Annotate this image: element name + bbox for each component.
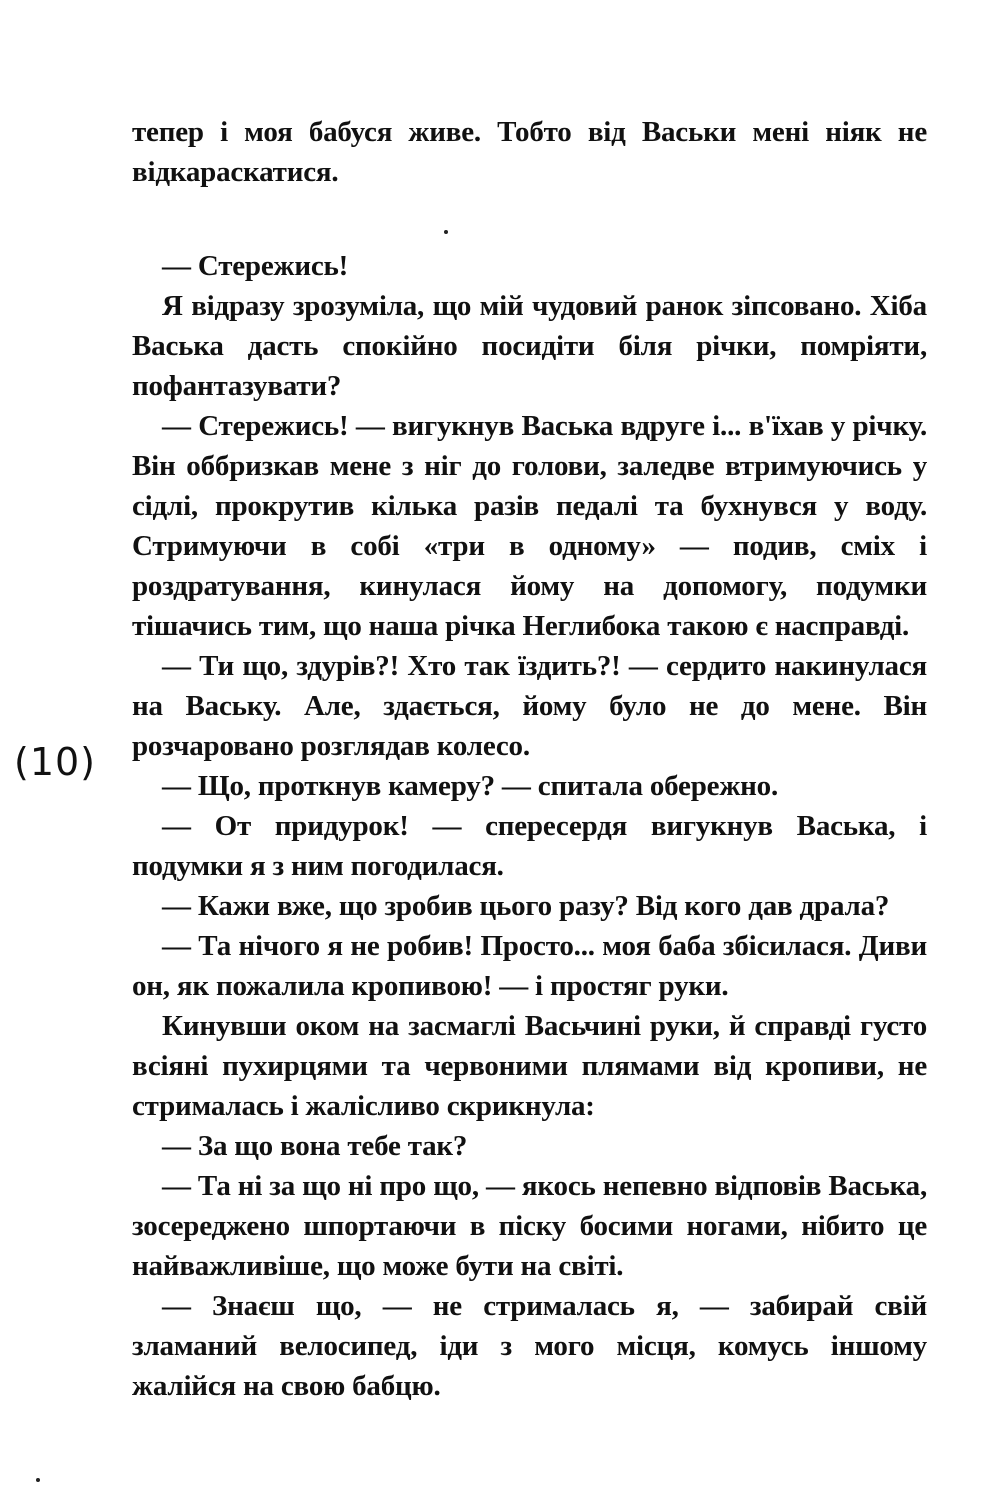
paragraph-1: тепер і моя бабуся живе. Тобто від Васьки мені ніяк не відкараскатися. xyxy=(132,116,927,188)
paragraph-13: — Знаєш що, — не стрималась я, — забирай свій зламаний велосипед, іди з мого місця, комусь іншому жалійся на свою бабцю. xyxy=(132,1290,927,1402)
paragraph-10: Кинувши оком на засмаглі Васьчині руки, й справді густо всіяні пухирцями та червоними плямами від кропиви, не стрималась і жалісливо скрикнула: xyxy=(132,1010,927,1122)
print-speck xyxy=(36,1478,40,1482)
handwritten-page-number: (10) xyxy=(14,740,97,784)
paragraph-6: — Що, проткнув камеру? — спитала обережно. xyxy=(162,770,779,802)
paragraph-8: — Кажи вже, що зробив цього разу? Від кого дав драла? xyxy=(162,890,890,922)
page-text xyxy=(132,112,927,1406)
paragraph-3: Я відразу зрозуміла, що мій чудовий ранок зіпсовано. Хіба Васька дасть спокійно посидіти біля річки, помріяти, пофантазувати? xyxy=(132,290,927,402)
paragraph-11: — За що вона тебе так? xyxy=(162,1130,468,1162)
paragraph-5: — Ти що, здурів?! Хто так їздить?! — сердито накинулася на Ваську. Але, здається, йому було не до мене. Він розчаровано розглядав колесо. xyxy=(132,650,927,762)
paragraph-4: — Стережись! — вигукнув Васька вдруге і... в'їхав у річку. Він оббризкав мене з ніг до голови, заледве втримуючись у сідлі, прокрутив кілька разів педалі та бухнувся у воду. Стримуючи в собі «три в одному» — подив, сміх і роздратування, кинулася йому на допомогу, подумки тішачись тим, що наша річка Неглибока такою є насправді. xyxy=(132,410,927,642)
paragraph-9: — Та нічого я не робив! Просто... моя баба збісилася. Диви он, як пожалила кропивою! — і простяг руки. xyxy=(132,930,927,1002)
section-break xyxy=(132,192,927,246)
paragraph-12: — Та ні за що ні про що, — якось непевно відповів Васька, зосереджено шпортаючи в піску босими ногами, нібито це найважливіше, що може бути на світі. xyxy=(132,1170,927,1282)
paragraph-7: — От придурок! — спересердя вигукнув Васька, і подумки я з ним погодилася. xyxy=(132,810,927,882)
print-speck xyxy=(444,230,448,234)
paragraph-2: — Стережись! xyxy=(162,250,349,282)
